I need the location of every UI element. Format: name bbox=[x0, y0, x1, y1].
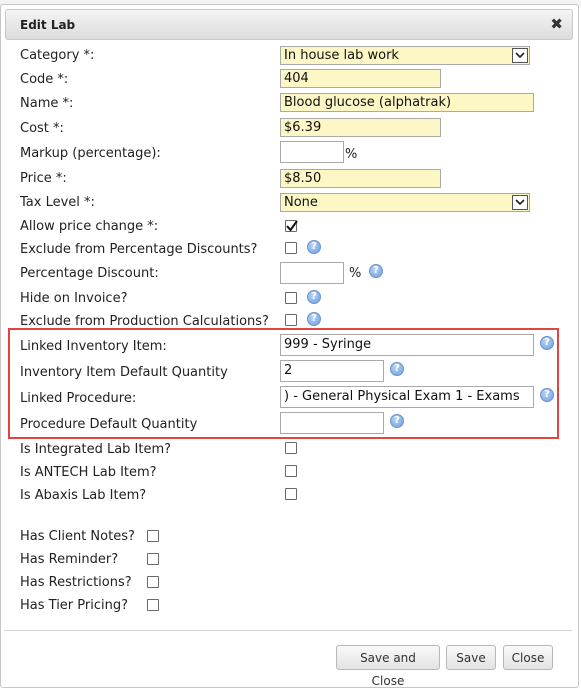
linked-inventory-input[interactable]: 999 - Syringe bbox=[280, 334, 534, 356]
markup-percent-suffix: % bbox=[345, 147, 358, 162]
help-icon[interactable]: ? bbox=[307, 312, 321, 326]
linked-procedure-label: Linked Procedure: bbox=[20, 391, 137, 406]
checkmark-icon bbox=[285, 219, 299, 233]
pct-discount-input[interactable] bbox=[280, 262, 344, 284]
price-input[interactable]: $8.50 bbox=[280, 169, 441, 188]
exclude-pct-discounts-label: Exclude from Percentage Discounts? bbox=[20, 242, 258, 257]
has-restrictions-label: Has Restrictions? bbox=[20, 575, 132, 590]
has-reminder-checkbox[interactable] bbox=[147, 553, 159, 565]
save-and-close-button[interactable]: Save and Close bbox=[336, 645, 440, 670]
procedure-default-qty-input[interactable] bbox=[280, 412, 384, 434]
name-label: Name *: bbox=[20, 96, 74, 111]
cost-input[interactable]: $6.39 bbox=[280, 118, 441, 137]
tax-level-label: Tax Level *: bbox=[20, 195, 95, 210]
allow-price-change-label: Allow price change *: bbox=[20, 219, 159, 234]
dialog-titlebar bbox=[5, 9, 573, 40]
procedure-default-qty-label: Procedure Default Quantity bbox=[20, 417, 198, 432]
pct-discount-percent-suffix: % bbox=[349, 266, 362, 281]
help-icon[interactable]: ? bbox=[540, 388, 554, 402]
is-integrated-label: Is Integrated Lab Item? bbox=[20, 442, 172, 457]
has-restrictions-checkbox[interactable] bbox=[147, 576, 159, 588]
inventory-default-qty-label: Inventory Item Default Quantity bbox=[20, 365, 228, 380]
pct-discount-label: Percentage Discount: bbox=[20, 266, 159, 281]
save-button[interactable]: Save bbox=[446, 645, 496, 670]
chevron-down-icon bbox=[512, 48, 528, 63]
has-reminder-label: Has Reminder? bbox=[20, 552, 119, 567]
help-icon[interactable]: ? bbox=[307, 240, 321, 254]
markup-label: Markup (percentage): bbox=[20, 146, 161, 161]
hide-on-invoice-checkbox[interactable] bbox=[285, 292, 297, 304]
exclude-pct-discounts-checkbox[interactable] bbox=[285, 242, 297, 254]
has-tier-pricing-label: Has Tier Pricing? bbox=[20, 598, 128, 613]
help-icon[interactable]: ? bbox=[307, 290, 321, 304]
help-icon[interactable]: ? bbox=[390, 414, 404, 428]
help-icon[interactable]: ? bbox=[369, 264, 383, 278]
has-client-notes-checkbox[interactable] bbox=[147, 530, 159, 542]
is-abaxis-label: Is Abaxis Lab Item? bbox=[20, 488, 147, 503]
has-tier-pricing-checkbox[interactable] bbox=[147, 599, 159, 611]
linked-inventory-label: Linked Inventory Item: bbox=[20, 339, 167, 354]
is-antech-label: Is ANTECH Lab Item? bbox=[20, 465, 157, 480]
code-input[interactable]: 404 bbox=[280, 69, 441, 88]
is-abaxis-checkbox[interactable] bbox=[285, 488, 297, 500]
tax-level-value: None bbox=[284, 195, 318, 210]
category-value: In house lab work bbox=[284, 48, 399, 63]
chevron-down-icon bbox=[512, 195, 528, 210]
is-integrated-checkbox[interactable] bbox=[285, 442, 297, 454]
help-icon[interactable]: ? bbox=[540, 336, 554, 350]
allow-price-change-checkbox[interactable] bbox=[285, 220, 297, 232]
exclude-production-checkbox[interactable] bbox=[285, 314, 297, 326]
category-select[interactable] bbox=[280, 46, 530, 65]
close-button[interactable]: Close bbox=[503, 645, 553, 670]
exclude-production-label: Exclude from Production Calculations? bbox=[20, 314, 269, 329]
help-icon[interactable]: ? bbox=[390, 362, 404, 376]
name-input[interactable]: Blood glucose (alphatrak) bbox=[280, 93, 534, 112]
markup-input[interactable] bbox=[280, 141, 344, 163]
code-label: Code *: bbox=[20, 72, 69, 87]
close-icon[interactable]: ✖ bbox=[550, 15, 563, 33]
dialog-title: Edit Lab bbox=[20, 18, 76, 32]
cost-label: Cost *: bbox=[20, 121, 64, 136]
price-label: Price *: bbox=[20, 171, 67, 186]
hide-on-invoice-label: Hide on Invoice? bbox=[20, 291, 128, 306]
category-label: Category *: bbox=[20, 48, 95, 63]
inventory-default-qty-input[interactable]: 2 bbox=[280, 360, 384, 382]
is-antech-checkbox[interactable] bbox=[285, 465, 297, 477]
has-client-notes-label: Has Client Notes? bbox=[20, 529, 135, 544]
linked-procedure-input[interactable]: ) - General Physical Exam 1 - Exams bbox=[280, 386, 534, 408]
footer-divider bbox=[4, 630, 572, 631]
tax-level-select[interactable] bbox=[280, 193, 530, 212]
